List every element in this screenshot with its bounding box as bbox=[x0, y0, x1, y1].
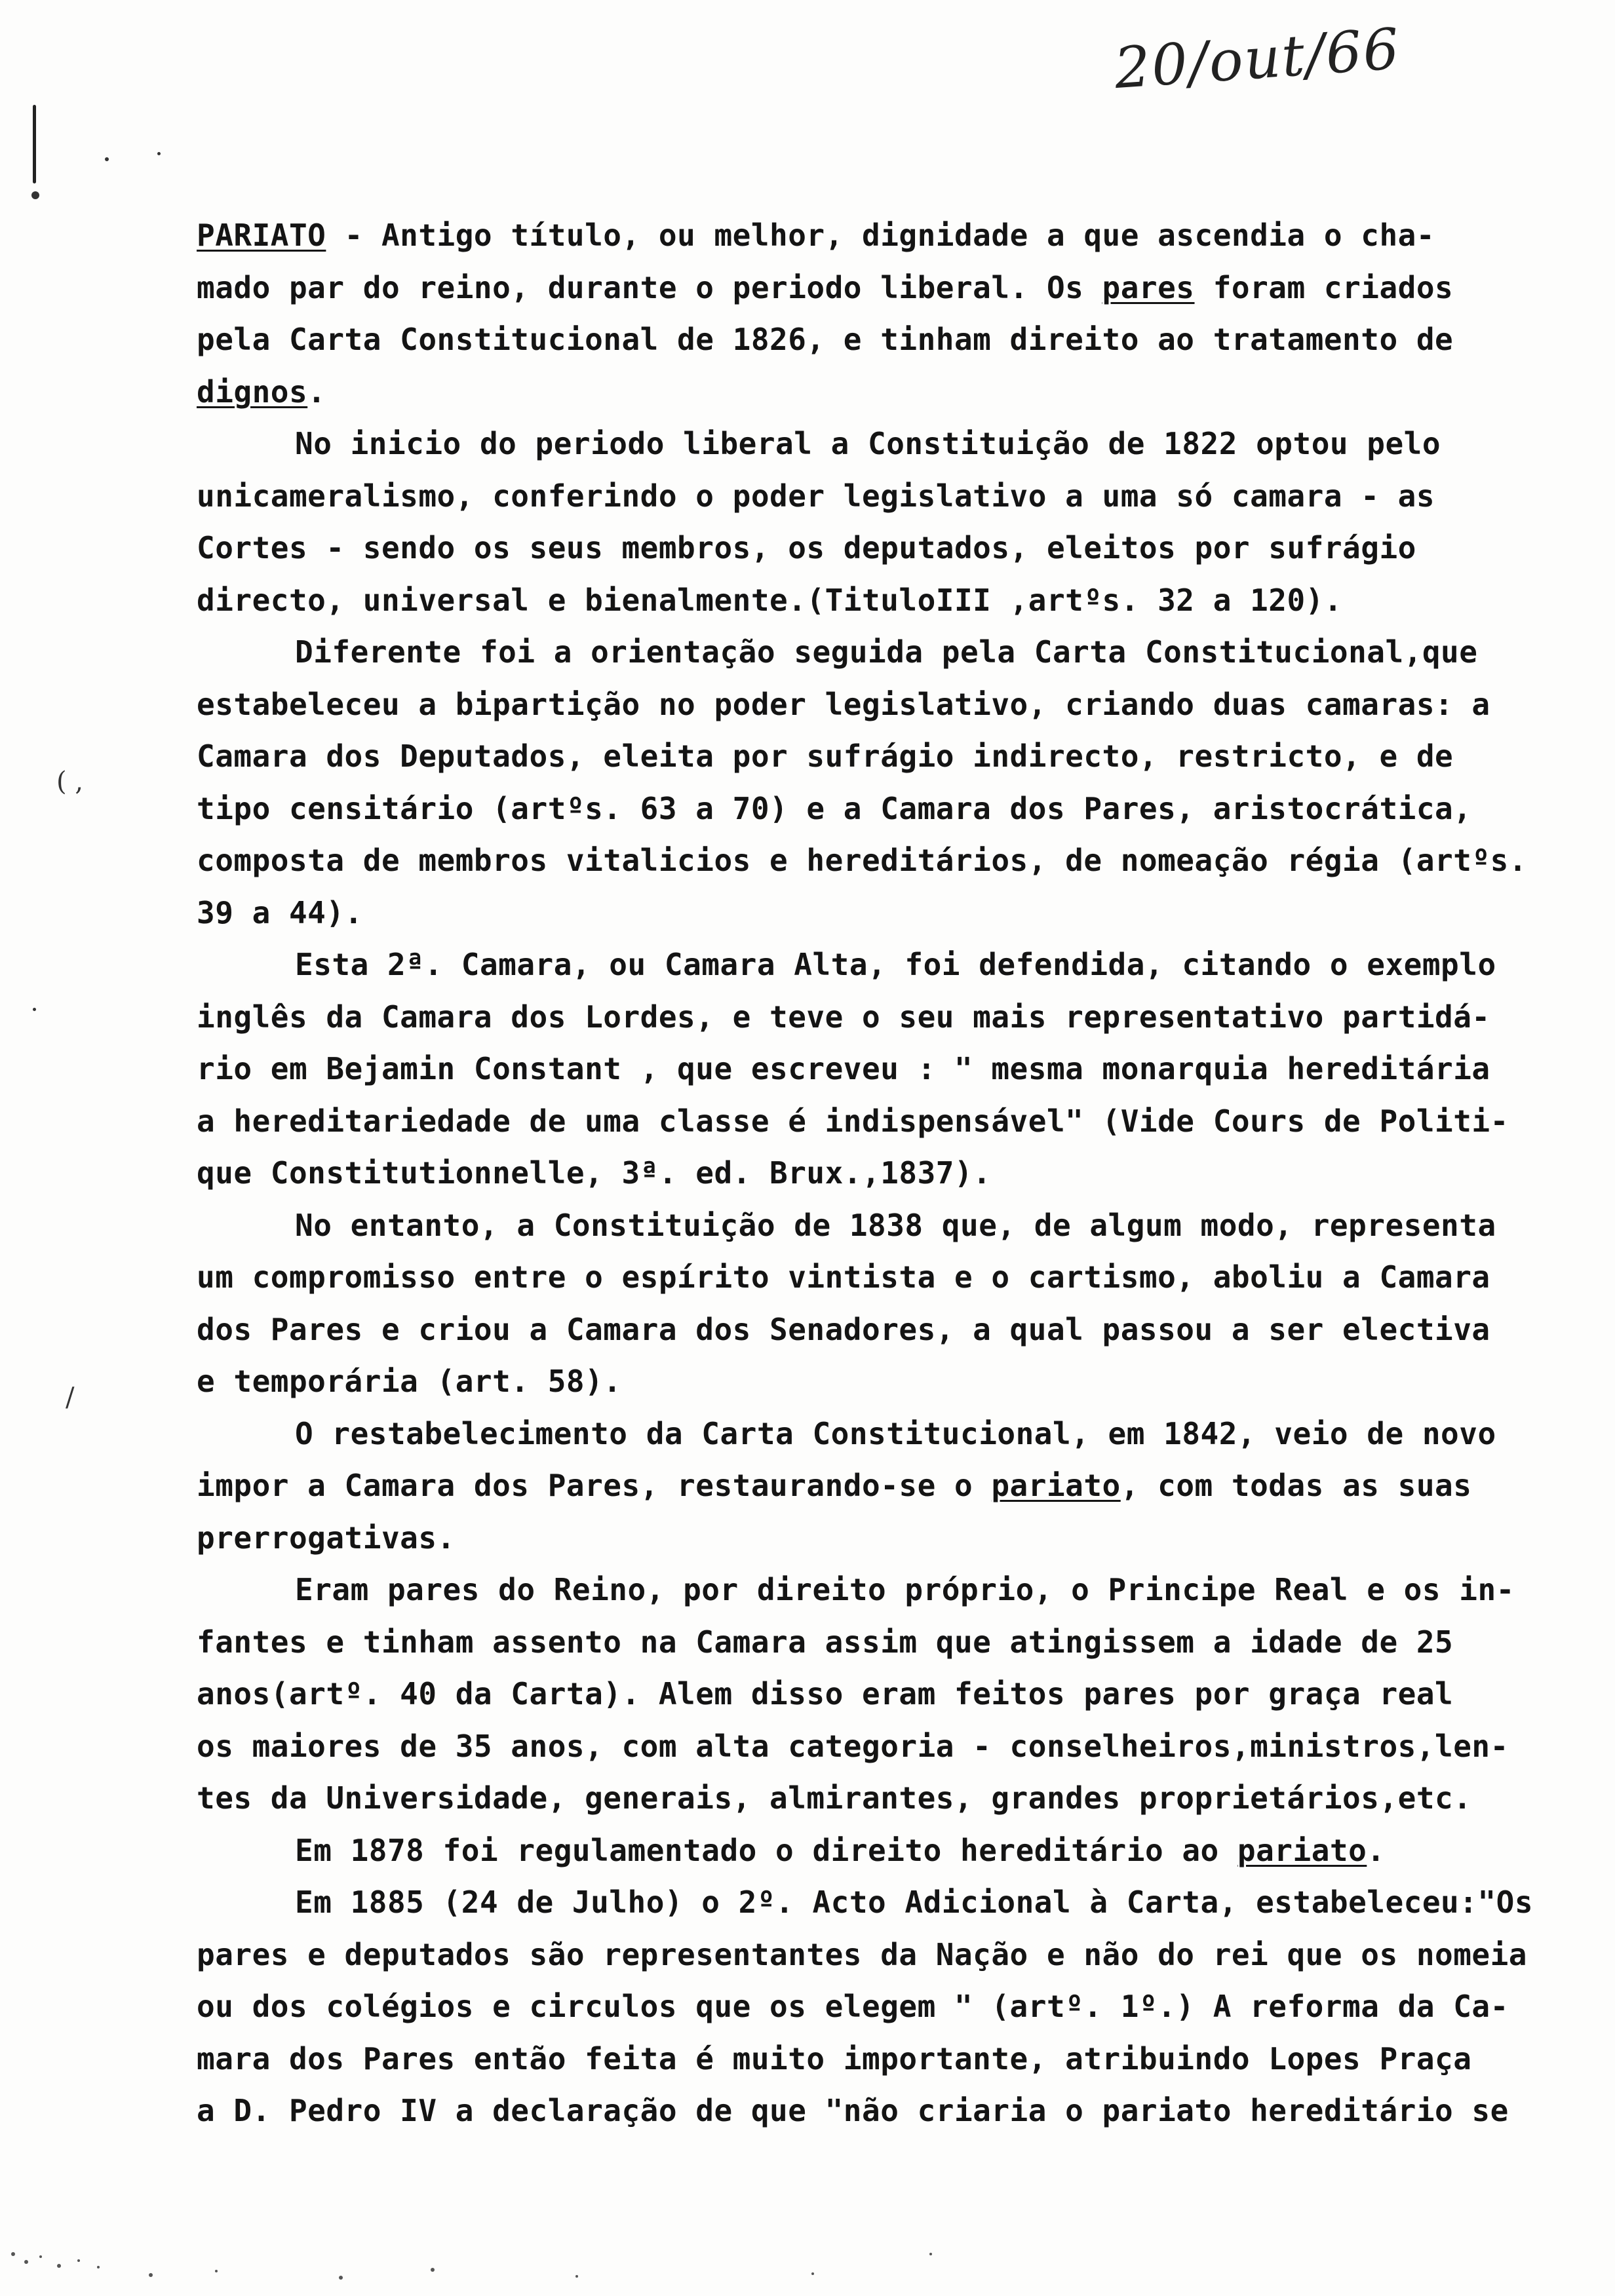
text-line bbox=[197, 314, 1586, 366]
text-line bbox=[197, 366, 1586, 419]
text-line bbox=[197, 626, 1586, 679]
underlined-term: pariato bbox=[991, 1468, 1121, 1503]
document-body bbox=[197, 210, 1586, 2137]
text-segment: e temporária (art. 58). bbox=[197, 1364, 622, 1399]
text-segment: a D. Pedro IV a declaração de que "não criaria o pariato hereditário se bbox=[197, 2093, 1509, 2128]
text-segment: foram criados bbox=[1194, 269, 1454, 305]
margin-dot bbox=[157, 152, 161, 155]
underlined-term: dignos bbox=[197, 373, 308, 410]
text-segment: . bbox=[307, 373, 326, 410]
text-line bbox=[197, 991, 1586, 1044]
text-segment: impor a Camara dos Pares, restaurando-se o bbox=[197, 1468, 992, 1503]
text-line bbox=[197, 1200, 1586, 1252]
text-segment: No inicio do periodo liberal a Constituição de 1822 optou pelo bbox=[295, 426, 1441, 461]
margin-dot bbox=[105, 157, 109, 161]
text-segment: ou dos colégios e circulos que os elegem " (artº. 1º.) A reforma da Ca- bbox=[197, 1989, 1509, 2024]
text-line bbox=[197, 1617, 1586, 1669]
handwritten-date: 20/out/66 bbox=[1112, 16, 1403, 102]
text-line bbox=[197, 1147, 1586, 1200]
text-segment: Esta 2ª. Camara, ou Camara Alta, foi defendida, citando o exemplo bbox=[295, 947, 1496, 982]
text-line bbox=[197, 1929, 1586, 1981]
underlined-term: pariato bbox=[1237, 1832, 1367, 1868]
underlined-term: PARIATO bbox=[197, 218, 326, 253]
text-segment: prerrogativas. bbox=[197, 1520, 456, 1556]
text-segment: pares e deputados são representantes da Nação e não do rei que os nomeia bbox=[197, 1936, 1527, 1972]
text-line bbox=[197, 783, 1586, 835]
text-line bbox=[197, 1252, 1586, 1304]
text-line bbox=[197, 679, 1586, 731]
text-segment: pela Carta Constitucional de 1826, e tinham direito ao tratamento de bbox=[197, 322, 1454, 357]
text-segment: directo, universal e bienalmente.(TituloIII ,artºs. 32 a 120). bbox=[197, 582, 1343, 618]
text-segment: Em 1885 (24 de Julho) o 2º. Acto Adicional à Carta, estabeleceu:"Os bbox=[295, 1885, 1534, 1920]
text-segment: dos Pares e criou a Camara dos Senadores, a qual passou a ser electiva bbox=[197, 1311, 1490, 1347]
text-line bbox=[197, 522, 1586, 575]
text-segment: Eram pares do Reino, por direito próprio, o Principe Real e os in- bbox=[295, 1572, 1515, 1607]
text-line bbox=[197, 1043, 1586, 1096]
text-segment: mado par do reino, durante o periodo liberal. Os bbox=[197, 269, 1102, 305]
text-line bbox=[197, 1721, 1586, 1773]
text-segment: um compromisso entre o espírito vintista e o cartismo, aboliu a Camara bbox=[197, 1259, 1490, 1295]
text-segment: Em 1878 foi regulamentado o direito hereditário ao bbox=[295, 1832, 1237, 1868]
text-line bbox=[197, 1408, 1586, 1461]
text-segment: Diferente foi a orientação seguida pela Carta Constitucional,que bbox=[295, 634, 1478, 670]
text-line bbox=[197, 939, 1586, 991]
text-line bbox=[197, 1512, 1586, 1565]
margin-mark bbox=[33, 105, 36, 183]
text-segment: . bbox=[1367, 1832, 1386, 1868]
margin-dot bbox=[33, 1008, 36, 1011]
text-segment: inglês da Camara dos Lordes, e teve o seu mais representativo partidá- bbox=[197, 999, 1490, 1035]
text-line bbox=[197, 262, 1586, 315]
text-segment: que Constitutionnelle, 3ª. ed. Brux.,1837). bbox=[197, 1155, 992, 1191]
text-segment: os maiores de 35 anos, com alta categoria - conselheiros,ministros,len- bbox=[197, 1728, 1509, 1764]
margin-stroke-mark: / bbox=[66, 1383, 75, 1413]
text-line bbox=[197, 1825, 1586, 1877]
text-line bbox=[197, 575, 1586, 627]
text-line bbox=[197, 1877, 1586, 1929]
scan-specks bbox=[0, 2215, 1615, 2287]
text-line bbox=[197, 731, 1586, 783]
text-segment: , com todas as suas bbox=[1120, 1468, 1472, 1503]
text-segment: fantes e tinham assento na Camara assim que atingissem a idade de 25 bbox=[197, 1624, 1454, 1660]
text-segment: 39 a 44). bbox=[197, 894, 363, 930]
text-line bbox=[197, 1668, 1586, 1721]
text-segment: O restabelecimento da Carta Constitucional, em 1842, veio de novo bbox=[295, 1415, 1496, 1451]
text-segment: mara dos Pares então feita é muito importante, atribuindo Lopes Praça bbox=[197, 2040, 1472, 2076]
text-line bbox=[197, 1304, 1586, 1356]
text-line bbox=[197, 470, 1586, 523]
text-line bbox=[197, 2085, 1586, 2137]
text-line bbox=[197, 835, 1586, 887]
text-line bbox=[197, 1096, 1586, 1148]
text-line bbox=[197, 2033, 1586, 2086]
text-line bbox=[197, 1460, 1586, 1512]
margin-dot bbox=[31, 191, 39, 199]
text-segment: anos(artº. 40 da Carta). Alem disso eram feitos pares por graça real bbox=[197, 1676, 1454, 1712]
text-segment: tipo censitário (artºs. 63 a 70) e a Camara dos Pares, aristocrática, bbox=[197, 790, 1472, 826]
text-segment: Camara dos Deputados, eleita por sufrágio indirecto, restricto, e de bbox=[197, 738, 1454, 774]
text-line bbox=[197, 1356, 1586, 1408]
text-line bbox=[197, 1772, 1586, 1825]
text-line bbox=[197, 1981, 1586, 2033]
text-segment: tes da Universidade, generais, almirantes, grandes proprietários,etc. bbox=[197, 1780, 1472, 1816]
text-segment: estabeleceu a bipartição no poder legislativo, criando duas camaras: a bbox=[197, 686, 1490, 722]
margin-paren-mark: ( , bbox=[56, 767, 84, 797]
text-segment: composta de membros vitalicios e hereditários, de nomeação régia (artºs. bbox=[197, 843, 1527, 878]
text-segment: - Antigo título, ou melhor, dignidade a que ascendia o cha- bbox=[326, 218, 1435, 253]
text-segment: rio em Bejamin Constant , que escreveu : " mesma monarquia hereditária bbox=[197, 1051, 1490, 1086]
underlined-term: pares bbox=[1102, 269, 1195, 305]
text-segment: Cortes - sendo os seus membros, os deputados, eleitos por sufrágio bbox=[197, 530, 1416, 565]
text-line bbox=[197, 210, 1586, 262]
text-line bbox=[197, 1564, 1586, 1617]
text-line bbox=[197, 418, 1586, 470]
text-segment: No entanto, a Constituição de 1838 que, de algum modo, representa bbox=[295, 1207, 1496, 1243]
text-line bbox=[197, 887, 1586, 940]
text-segment: a hereditariedade de uma classe é indispensável" (Vide Cours de Politi- bbox=[197, 1103, 1509, 1139]
text-segment: unicameralismo, conferindo o poder legislativo a uma só camara - as bbox=[197, 478, 1435, 514]
